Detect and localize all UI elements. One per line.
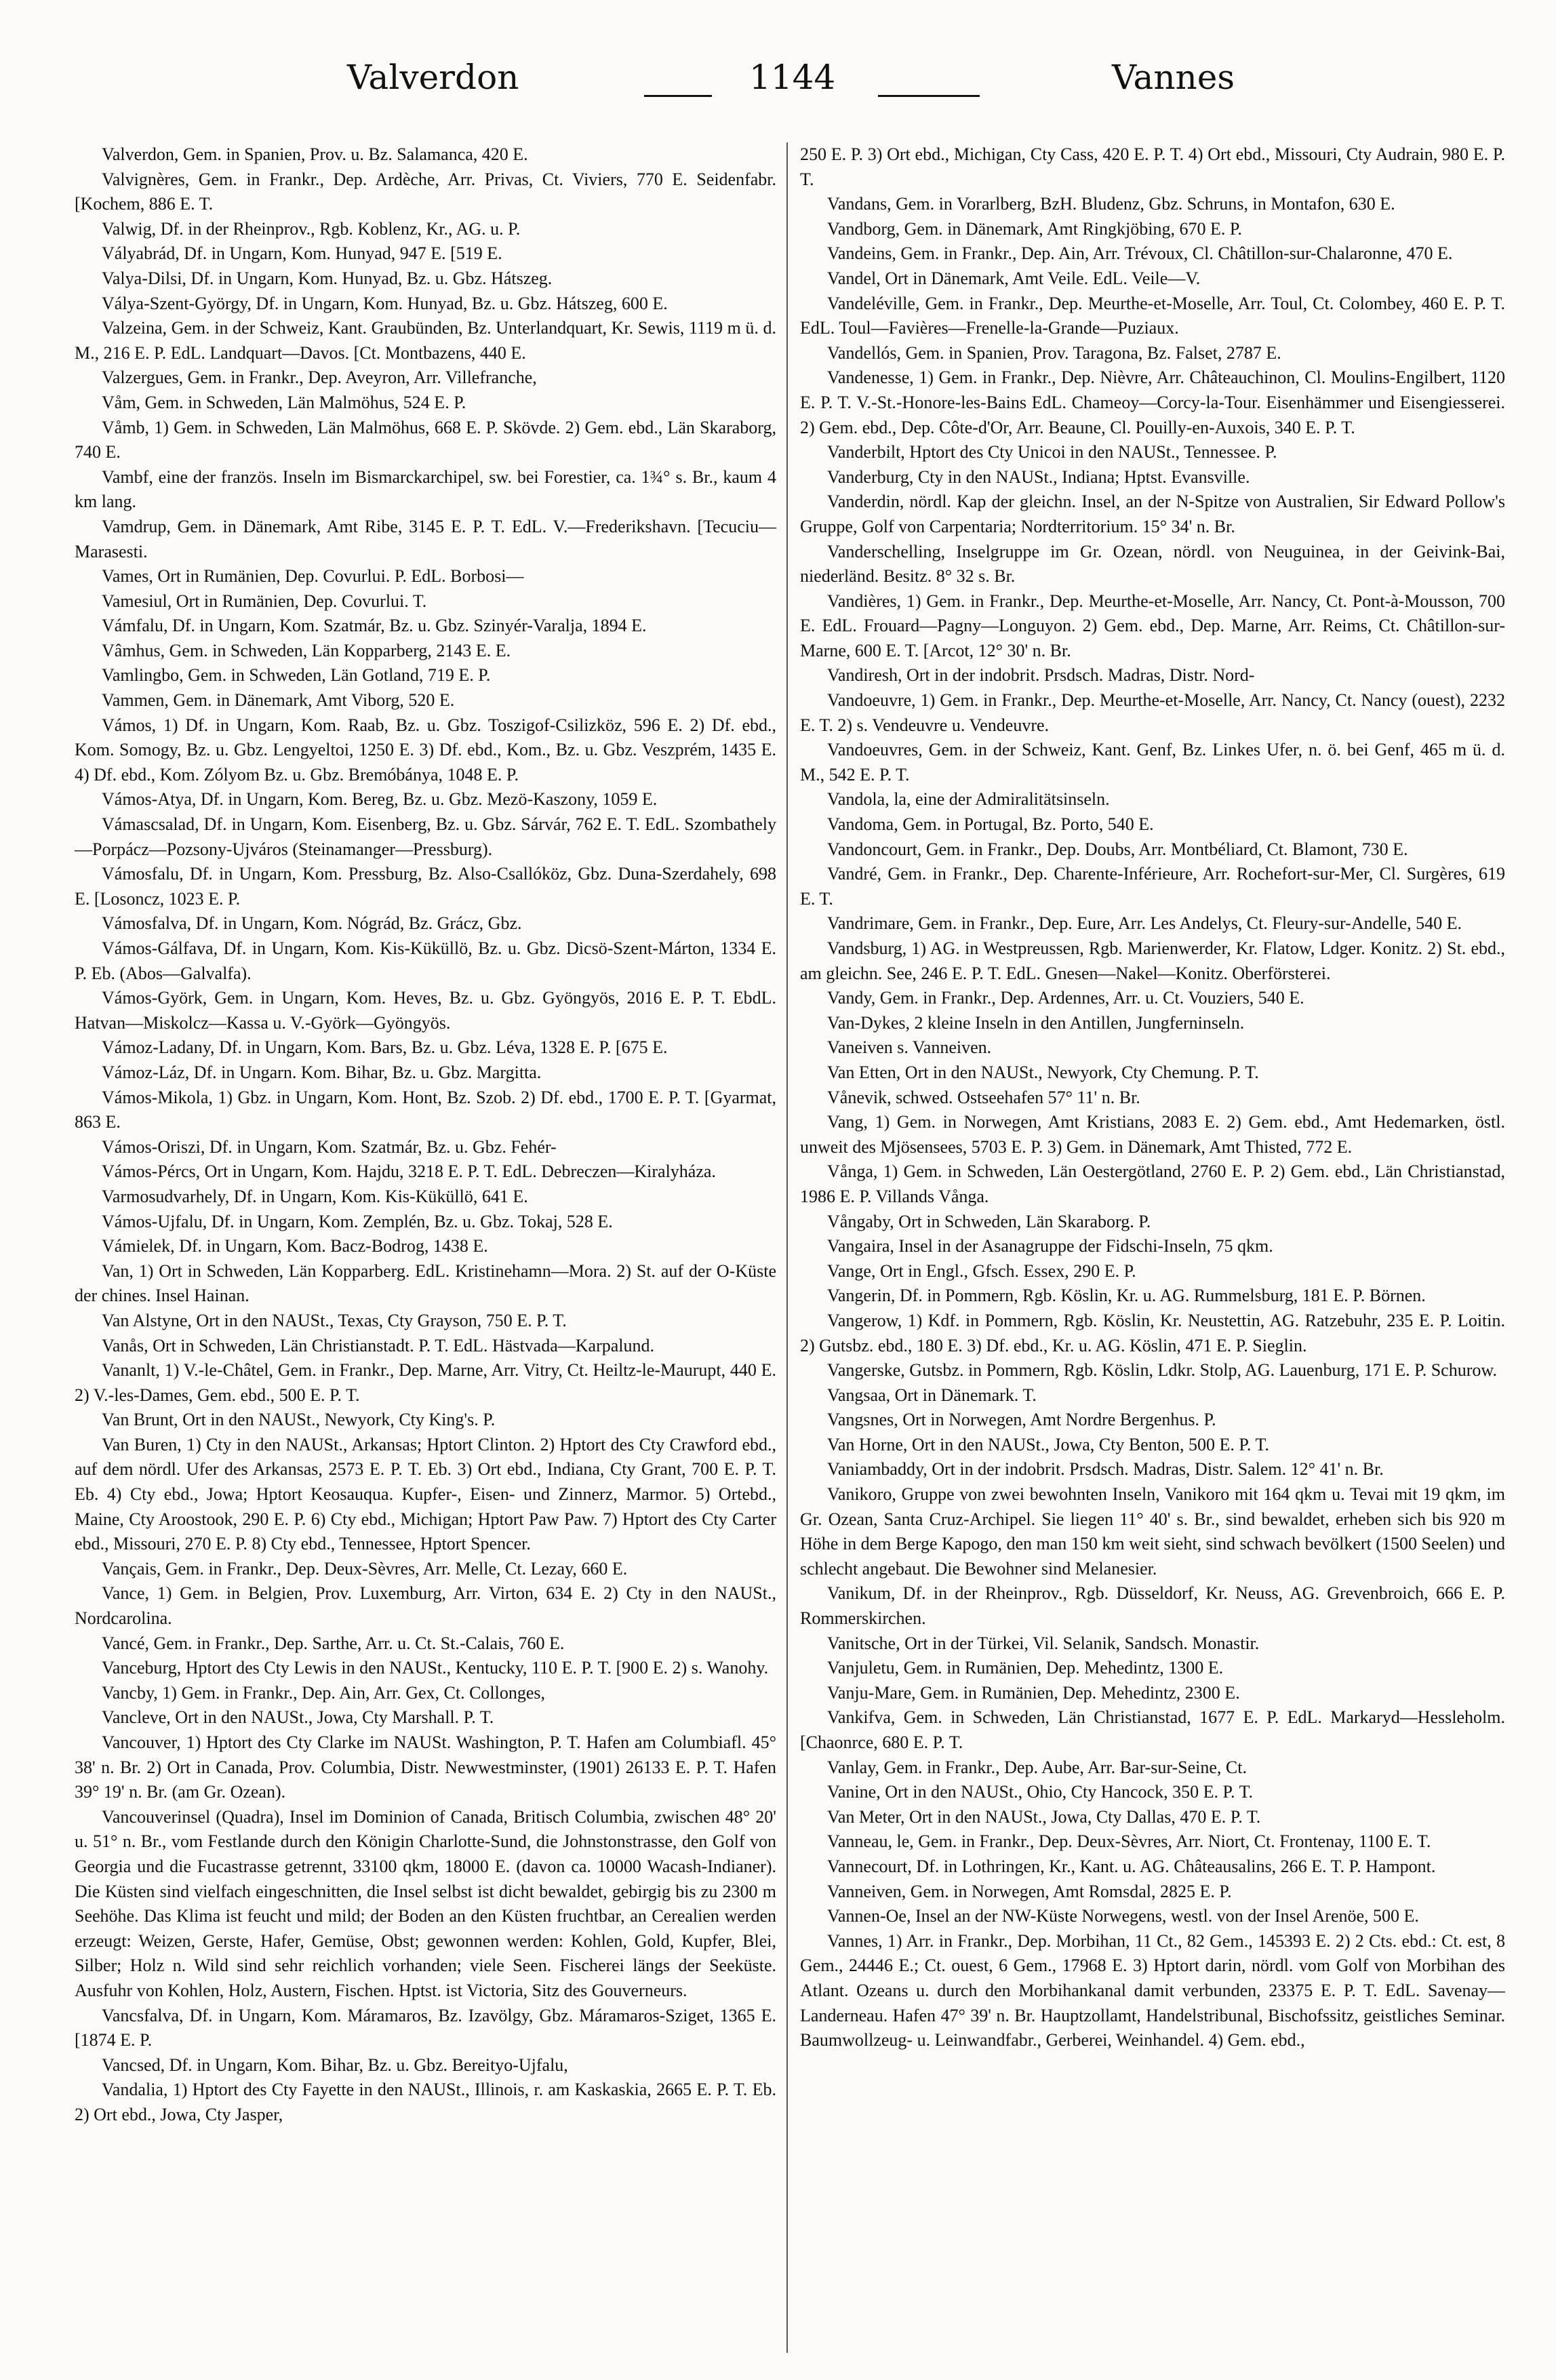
- dictionary-entry: Vanneiven, Gem. in Norwegen, Amt Romsdal, 2825 E. P.: [827, 1881, 1232, 1901]
- dictionary-entry: Vanjuletu, Gem. in Rumänien, Dep. Mehedintz, 1300 E.: [827, 1658, 1224, 1678]
- dictionary-entry: Van, 1) Ort in Schweden, Län Kopparberg. EdL. Kristinehamn—Mora. 2) St. auf der O-Küste der chines. Insel Hainan.: [75, 1261, 776, 1306]
- dictionary-entry: Vanderdin, nördl. Kap der gleichn. Insel, an der N-Spitze von Australien, Sir Edward Pollow's Gruppe, Golf von Carpentaria; Nordterritorium. 15° 34' n. Br.: [800, 492, 1505, 536]
- dictionary-entry: Vangerske, Gutsbz. in Pommern, Rgb. Köslin, Ldkr. Stolp, AG. Lauenburg, 171 E. P. Schurow.: [827, 1360, 1497, 1381]
- dictionary-entry: Vandenesse, 1) Gem. in Frankr., Dep. Nièvre, Arr. Châteauchinon, Cl. Moulins-Engilbert, 1120 E. P. T. V.-St.-Honore-les-Bains EdL. Chameoy—Corcy-la-Tour. Eisenhämmer und Eisengiesserei. 2) Gem. ebd., Dep. Côte-d'Or, Arr. Beaune, Cl. Pouilly-en-Auxois, 340 E. P. T.: [800, 368, 1505, 437]
- dictionary-entry: Vancouverinsel (Quadra), Insel im Dominion of Canada, Britisch Columbia, zwischen 48° 20' u. 51° n. Br., vom Festlande durch den Königin Charlotte-Sund, die Johnstonstrasse, den Golf von Georgia und die Fucastrasse getrennt, 33100 qkm, 18000 E. (davon ca. 10000 Wacash-Indianer). Die Küsten sind vielfach eingeschnitten, die Insel selbst ist dicht bewaldet, gebirgig bis zu 2300 m Seehöhe. Das Klima ist feucht und mild; der Boden an den Küsten fruchtbar, an Cerealien werden erzeugt: Weizen, Gerste, Hafer, Gemüse, Obst; gewonnen werden: Kohlen, Gold, Kupfer, Blei, Silber; Holz n. Wild sind sehr reichlich vorhanden; viele Seen. Fischerei längs der Seeküste. Ausfuhr von Kohlen, Holz, Austern, Fischen. Hptst. ist Victoria, Sitz des Gouverneurs.: [75, 1806, 776, 2000]
- dictionary-entry: Vandeléville, Gem. in Frankr., Dep. Meurthe-et-Moselle, Arr. Toul, Ct. Colombey, 460 E. P. T. EdL. Toul—Favières—Frenelle-la-Grande—Puziaux.: [800, 293, 1505, 338]
- dictionary-entry: Vámosfalva, Df. in Ungarn, Kom. Nógrád, Bz. Grácz, Gbz.: [102, 913, 522, 934]
- dictionary-entry: Vámos-Gálfava, Df. in Ungarn, Kom. Kis-Küküllö, Bz. u. Gbz. Dicsö-Szent-Márton, 1334 E. P. Eb. (Abos—Galvalfa).: [75, 938, 776, 983]
- dictionary-entry: Van Meter, Ort in den NAUSt., Jowa, Cty Dallas, 470 E. P. T.: [827, 1806, 1261, 1827]
- dictionary-entry: Vannen-Oe, Insel an der NW-Küste Norwegens, westl. von der Insel Arenöe, 500 E.: [827, 1906, 1419, 1926]
- dictionary-entry: Vangerin, Df. in Pommern, Rgb. Köslin, Kr. u. AG. Rummelsburg, 181 E. P. Börnen.: [827, 1286, 1426, 1306]
- dictionary-entry: Vandrimare, Gem. in Frankr., Dep. Eure, Arr. Les Andelys, Ct. Fleury-sur-Andelle, 540 E.: [827, 913, 1462, 934]
- dictionary-entry: Vanceburg, Hptort des Cty Lewis in den NAUSt., Kentucky, 110 E. P. T. [900 E. 2) s. Wanohy.: [102, 1658, 769, 1678]
- dictionary-entry: Vandalia, 1) Hptort des Cty Fayette in den NAUSt., Illinois, r. am Kaskaskia, 2665 E. P. T. Eb. 2) Ort ebd., Jowa, Cty Jasper,: [75, 2080, 776, 2124]
- dictionary-entry: Vámfalu, Df. in Ungarn, Kom. Szatmár, Bz. u. Gbz. Szinyér-Varalja, 1894 E.: [102, 616, 647, 636]
- dictionary-entry: Van Horne, Ort in den NAUSt., Jowa, Cty Benton, 500 E. P. T.: [827, 1434, 1269, 1454]
- dictionary-entry: Vananlt, 1) V.-le-Châtel, Gem. in Frankr., Dep. Marne, Arr. Vitry, Ct. Heiltz-le-Maurupt, 440 E. 2) V.-les-Dames, Gem. ebd., 500 E. P. T.: [75, 1360, 776, 1405]
- dictionary-entry: Vámos-Atya, Df. in Ungarn, Kom. Bereg, Bz. u. Gbz. Mezö-Kaszony, 1059 E.: [102, 789, 658, 810]
- dictionary-entry: Vang, 1) Gem. in Norwegen, Amt Kristians, 2083 E. 2) Gem. ebd., Amt Hedemarken, östl. unweit des Mjösensees, 5703 E. P. 3) Gem. in Dänemark, Amt Thisted, 772 E.: [800, 1112, 1505, 1157]
- dictionary-entry: Vandellós, Gem. in Spanien, Prov. Taragona, Bz. Falset, 2787 E.: [827, 342, 1281, 363]
- dictionary-entry: Vangaira, Insel in der Asanagruppe der Fidschi-Inseln, 75 qkm.: [827, 1236, 1273, 1256]
- dictionary-entry: Vånga, 1) Gem. in Schweden, Län Oestergötland, 2760 E. P. 2) Gem. ebd., Län Christianstad, 1986 E. P. Villands Vånga.: [800, 1162, 1505, 1206]
- dictionary-entry: Vámos-Györk, Gem. in Ungarn, Kom. Heves, Bz. u. Gbz. Gyöngyös, 2016 E. P. T. EbdL. Hatvan—Miskolcz—Kassa u. V.-Györk—Gyöngyös.: [75, 988, 776, 1033]
- dictionary-entry: Vancby, 1) Gem. in Frankr., Dep. Ain, Arr. Gex, Ct. Collonges,: [102, 1682, 546, 1703]
- dictionary-entry: Vanderburg, Cty in den NAUSt., Indiana; Hptst. Evansville.: [827, 467, 1250, 487]
- dictionary-entry: Vandières, 1) Gem. in Frankr., Dep. Meurthe-et-Moselle, Arr. Nancy, Ct. Pont-à-Mousson, 700 E. EdL. Frouard—Pagny—Longuyon. 2) Gem. ebd., Dep. Marne, Arr. Reims, Ct. Châtillon-sur-Marne, 600 E. T. [Arcot, 12° 30' n. Br.: [800, 591, 1505, 660]
- dictionary-entry: Van Alstyne, Ort in den NAUSt., Texas, Cty Grayson, 750 E. P. T.: [102, 1310, 567, 1330]
- dictionary-entry: Vamlingbo, Gem. in Schweden, Län Gotland, 719 E. P.: [102, 665, 491, 686]
- dictionary-entry: Vandsburg, 1) AG. in Westpreussen, Rgb. Marienwerder, Kr. Flatow, Ldger. Konitz. 2) St. ebd., am gleichn. See, 246 E. P. T. EdL. Gnesen—Nakel—Konitz. Oberförsterei.: [800, 938, 1505, 983]
- dictionary-entry: Vandré, Gem. in Frankr., Dep. Charente-Inférieure, Arr. Rochefort-sur-Mer, Cl. Surgères, 619 E. T.: [800, 864, 1505, 909]
- page-number: 1144: [749, 58, 836, 97]
- dictionary-entry: Varmosudvarhely, Df. in Ungarn, Kom. Kis-Küküllö, 641 E.: [102, 1186, 528, 1206]
- dictionary-entry: Vankifva, Gem. in Schweden, Län Christianstad, 1677 E. P. EdL. Markaryd—Hessleholm. [Chaonrce, 680 E. P. T.: [800, 1707, 1505, 1752]
- header-dash-left: [644, 95, 712, 97]
- dictionary-entry: Vannecourt, Df. in Lothringen, Kr., Kant. u. AG. Châteausalins, 266 E. T. P. Hampont.: [827, 1856, 1436, 1876]
- dictionary-entry: Vámos-Pércs, Ort in Ungarn, Kom. Hajdu, 3218 E. P. T. EdL. Debreczen—Kiralyháza.: [102, 1162, 716, 1182]
- left-column: [75, 142, 776, 2360]
- dictionary-entry: Vandoma, Gem. in Portugal, Bz. Porto, 540 E.: [827, 814, 1154, 835]
- dictionary-entry: Vånevik, schwed. Ostseehafen 57° 11' n. Br.: [827, 1087, 1140, 1107]
- dictionary-entry: Vandoeuvre, 1) Gem. in Frankr., Dep. Meurthe-et-Moselle, Arr. Nancy, Ct. Nancy (ouest), 2232 E. T. 2) s. Vendeuvre u. Vendeuvre.: [800, 690, 1505, 735]
- dictionary-entry: Valverdon, Gem. in Spanien, Prov. u. Bz. Salamanca, 420 E.: [102, 144, 528, 164]
- dictionary-entry: Vancé, Gem. in Frankr., Dep. Sarthe, Arr. u. Ct. St.-Calais, 760 E.: [102, 1633, 565, 1653]
- dictionary-entry: Van-Dykes, 2 kleine Inseln in den Antillen, Jungferninseln.: [827, 1012, 1245, 1033]
- dictionary-entry: Vandoncourt, Gem. in Frankr., Dep. Doubs, Arr. Montbéliard, Ct. Blamont, 730 E.: [827, 839, 1408, 859]
- dictionary-entry: Vambf, eine der französ. Inseln im Bismarckarchipel, sw. bei Forestier, ca. 1¾° s. Br., kaum 4 km lang.: [75, 467, 776, 512]
- dictionary-entry: Vámosfalu, Df. in Ungarn, Kom. Pressburg, Bz. Also-Csallóköz, Gbz. Duna-Szerdahely, 698 E. [Losoncz, 1023 E. P.: [75, 864, 776, 909]
- column-divider: [786, 142, 788, 2353]
- dictionary-entry: Vámos, 1) Df. in Ungarn, Kom. Raab, Bz. u. Gbz. Toszigof-Csilizköz, 596 E. 2) Df. ebd., Kom. Somogy, Bz. u. Gbz. Lengyeltoi, 1250 E. 3) Df. ebd., Kom., Bz. u. Gbz. Veszprém, 1435 E. 4) Df. ebd., Kom. Zólyom Bz. u. Gbz. Bremóbánya, 1048 E. P.: [75, 715, 776, 785]
- dictionary-entry: Vanlay, Gem. in Frankr., Dep. Aube, Arr. Bar-sur-Seine, Ct.: [827, 1757, 1247, 1777]
- dictionary-entry: Vandiresh, Ort in der indobrit. Prsdsch. Madras, Distr. Nord-: [827, 665, 1255, 686]
- right-column: [800, 142, 1505, 2360]
- dictionary-entry: Valya-Dilsi, Df. in Ungarn, Kom. Hunyad, Bz. u. Gbz. Hátszeg.: [102, 268, 553, 288]
- dictionary-entry: Vaniambaddy, Ort in der indobrit. Prsdsch. Madras, Distr. Salem. 12° 41' n. Br.: [827, 1459, 1384, 1480]
- dictionary-entry: Valwig, Df. in der Rheinprov., Rgb. Koblenz, Kr., AG. u. P.: [102, 218, 521, 239]
- dictionary-entry: Vanikum, Df. in der Rheinprov., Rgb. Düsseldorf, Kr. Neuss, AG. Grevenbroich, 666 E. P. Rommerskirchen.: [800, 1583, 1505, 1629]
- dictionary-entry: Van Brunt, Ort in den NAUSt., Newyork, Cty King's. P.: [102, 1410, 496, 1430]
- dictionary-entry: Vangsnes, Ort in Norwegen, Amt Nordre Bergenhus. P.: [827, 1410, 1216, 1430]
- dictionary-entry: Vaneiven s. Vanneiven.: [827, 1037, 992, 1058]
- dictionary-entry: 250 E. P. 3) Ort ebd., Michigan, Cty Cass, 420 E. P. T. 4) Ort ebd., Missouri, Cty Audrain, 980 E. P. T.: [800, 144, 1505, 189]
- dictionary-entry: Van Buren, 1) Cty in den NAUSt., Arkansas; Hptort Clinton. 2) Hptort des Cty Crawford ebd., auf dem nördl. Ufer des Arkansas, 2573 E. P. T. Eb. 3) Ort ebd., Indiana, Cty Grant, 700 E. P. T. Eb. 4) Cty ebd., Jowa; Hptort Keosauqua. Kupfer-, Eisen- und Zinnerz, Marmor. 5) Ortebd., Maine, Cty Aroostook, 290 E. P. 6) Cty ebd., Michigan; Hptort Paw Paw. 7) Hptort des Cty Carter ebd., Missouri, 270 E. P. 8) Cty ebd., Tennessee, Hptort Spencer.: [75, 1434, 776, 1554]
- dictionary-entry: Vandeins, Gem. in Frankr., Dep. Ain, Arr. Trévoux, Cl. Châtillon-sur-Chalaronne, 470 E.: [827, 243, 1453, 264]
- dictionary-entry: Vámos-Ujfalu, Df. in Ungarn, Kom. Zemplén, Bz. u. Gbz. Tokaj, 528 E.: [102, 1211, 613, 1231]
- dictionary-entry: Vançais, Gem. in Frankr., Dep. Deux-Sèvres, Arr. Melle, Ct. Lezay, 660 E.: [102, 1558, 628, 1579]
- dictionary-entry: Vames, Ort in Rumänien, Dep. Covurlui. P. EdL. Borbosi—: [102, 566, 524, 587]
- dictionary-entry: Vångaby, Ort in Schweden, Län Skaraborg. P.: [827, 1211, 1151, 1231]
- dictionary-entry: Vandel, Ort in Dänemark, Amt Veile. EdL. Veile—V.: [827, 268, 1201, 288]
- dictionary-entry: Vandy, Gem. in Frankr., Dep. Ardennes, Arr. u. Ct. Vouziers, 540 E.: [827, 988, 1304, 1008]
- dictionary-entry: Vandans, Gem. in Vorarlberg, BzH. Bludenz, Gbz. Schruns, in Montafon, 630 E.: [827, 194, 1395, 214]
- dictionary-entry: Vangerow, 1) Kdf. in Pommern, Rgb. Köslin, Kr. Neustettin, AG. Ratzebuhr, 235 E. P. Loitin. 2) Gutsbz. ebd., 180 E. 3) Df. ebd., Kr. u. AG. Köslin, 471 E. P. Sieglin.: [800, 1310, 1505, 1355]
- dictionary-entry: Vammen, Gem. in Dänemark, Amt Viborg, 520 E.: [102, 690, 455, 711]
- dictionary-entry: Vancsfalva, Df. in Ungarn, Kom. Máramaros, Bz. Izavölgy, Gbz. Máramaros-Sziget, 1365 E. [1874 E. P.: [75, 2005, 776, 2050]
- dictionary-entry: Vannes, 1) Arr. in Frankr., Dep. Morbihan, 11 Ct., 82 Gem., 145393 E. 2) 2 Cts. ebd.: Ct. est, 8 Gem., 24446 E.; Ct. ouest, 6 Gem., 17968 E. 3) Hptort darin, nördl. vom Golf von Morbihan des Atlant. Ozeans u. durch den Morbihankanal damit verbunden, 23375 E. P. T. EdL. Savenay—Landerneau. Hafen 47° 39' n. Br. Hauptzollamt, Handelstribunal, Bischofssitz, geistliches Seminar. Baumwollzeug- u. Leinwandfabr., Gerberei, Weinhandel. 4) Gem. ebd.,: [800, 1930, 1505, 2050]
- dictionary-entry: Vámoz-Ladany, Df. in Ungarn, Kom. Bars, Bz. u. Gbz. Léva, 1328 E. P. [675 E.: [102, 1037, 668, 1058]
- dictionary-entry: Vancouver, 1) Hptort des Cty Clarke im NAUSt. Washington, P. T. Hafen am Columbiafl. 45° 38' n. Br. 2) Ort in Canada, Prov. Columbia, Distr. Newwestminster, (1901) 26133 E. P. T. Hafen 39° 19' n. Br. (am Gr. Ozean).: [75, 1732, 776, 1802]
- dictionary-entry: Válya-Szent-György, Df. in Ungarn, Kom. Hunyad, Bz. u. Gbz. Hátszeg, 600 E.: [102, 293, 668, 313]
- dictionary-entry: Valzeina, Gem. in der Schweiz, Kant. Graubünden, Bz. Unterlandquart, Kr. Sewis, 1119 m ü. d. M., 216 E. P. EdL. Landquart—Davos. [Ct. Montbazens, 440 E.: [75, 318, 776, 363]
- dictionary-entry: Vanderbilt, Hptort des Cty Unicoi in den NAUSt., Tennessee. P.: [827, 442, 1277, 462]
- dictionary-entry: Vamdrup, Gem. in Dänemark, Amt Ribe, 3145 E. P. T. EdL. V.—Frederikshavn. [Tecuciu—Marasesti.: [75, 516, 776, 561]
- header-dash-right: [878, 95, 980, 97]
- dictionary-entry: Vance, 1) Gem. in Belgien, Prov. Luxemburg, Arr. Virton, 634 E. 2) Cty in den NAUSt., Nordcarolina.: [75, 1583, 776, 1629]
- dictionary-entry: Vâmhus, Gem. in Schweden, Län Kopparberg, 2143 E. E.: [102, 640, 511, 660]
- header-left-keyword: Valverdon: [347, 58, 519, 97]
- dictionary-entry: Valzergues, Gem. in Frankr., Dep. Aveyron, Arr. Villefranche,: [102, 368, 537, 388]
- dictionary-entry: Vanju-Mare, Gem. in Rumänien, Dep. Mehedintz, 2300 E.: [827, 1682, 1240, 1703]
- dictionary-entry: Vályabrád, Df. in Ungarn, Kom. Hunyad, 947 E. [519 E.: [102, 243, 502, 264]
- dictionary-entry: Vancleve, Ort in den NAUSt., Jowa, Cty Marshall. P. T.: [102, 1707, 494, 1728]
- dictionary-entry: Vancsed, Df. in Ungarn, Kom. Bihar, Bz. u. Gbz. Bereityo-Ujfalu,: [102, 2055, 568, 2075]
- page-header: [0, 58, 1556, 132]
- dictionary-entry: Vámascsalad, Df. in Ungarn, Kom. Eisenberg, Bz. u. Gbz. Sárvár, 762 E. T. EdL. Szombathely—Porpácz—Pozsony-Ujváros (Steinamanger—Pressburg).: [75, 814, 776, 859]
- dictionary-entry: Van Etten, Ort in den NAUSt., Newyork, Cty Chemung. P. T.: [827, 1062, 1259, 1082]
- dictionary-entry: Vamesiul, Ort in Rumänien, Dep. Covurlui. T.: [102, 591, 427, 611]
- dictionary-entry: Vange, Ort in Engl., Gfsch. Essex, 290 E. P.: [827, 1261, 1136, 1281]
- dictionary-entry: Vámielek, Df. in Ungarn, Kom. Bacz-Bodrog, 1438 E.: [102, 1236, 488, 1256]
- dictionary-entry: Vandoeuvres, Gem. in der Schweiz, Kant. Genf, Bz. Linkes Ufer, n. ö. bei Genf, 465 m ü. d. M., 542 E. P. T.: [800, 740, 1505, 785]
- dictionary-entry: Vandborg, Gem. in Dänemark, Amt Ringkjöbing, 670 E. P.: [827, 218, 1242, 239]
- dictionary-entry: Vámos-Mikola, 1) Gbz. in Ungarn, Kom. Hont, Bz. Szob. 2) Df. ebd., 1700 E. P. T. [Gyarmat, 863 E.: [75, 1087, 776, 1132]
- dictionary-entry: Våmb, 1) Gem. in Schweden, Län Malmöhus, 668 E. P. Skövde. 2) Gem. ebd., Län Skaraborg, 740 E.: [75, 417, 776, 462]
- dictionary-entry: Våm, Gem. in Schweden, Län Malmöhus, 524 E. P.: [102, 392, 466, 412]
- dictionary-entry: Vanitsche, Ort in der Türkei, Vil. Selanik, Sandsch. Monastir.: [827, 1633, 1260, 1653]
- dictionary-entry: Valvignères, Gem. in Frankr., Dep. Ardèche, Arr. Privas, Ct. Viviers, 770 E. Seidenfabr. [Kochem, 886 E. T.: [75, 169, 776, 214]
- dictionary-entry: Vanneau, le, Gem. in Frankr., Dep. Deux-Sèvres, Arr. Niort, Ct. Frontenay, 1100 E. T.: [827, 1831, 1431, 1852]
- dictionary-entry: Vanine, Ort in den NAUSt., Ohio, Cty Hancock, 350 E. P. T.: [827, 1782, 1254, 1802]
- dictionary-entry: Vangsaa, Ort in Dänemark. T.: [827, 1385, 1037, 1405]
- dictionary-entry: Vanikoro, Gruppe von zwei bewohnten Inseln, Vanikoro mit 164 qkm u. Tevai mit 19 qkm, im Gr. Ozean, Santa Cruz-Archipel. Sie liegen 11° 40' s. Br., sind bewaldet, erheben sich bis 920 m Höhe in dem Berge Kapogo, den man 150 km weit sieht, sind schwach bevölkert (1500 Seelen) und schlecht angebaut. Die Bewohner sind Melanesier.: [800, 1484, 1505, 1579]
- dictionary-entry: Vámos-Oriszi, Df. in Ungarn, Kom. Szatmár, Bz. u. Gbz. Fehér-: [102, 1136, 557, 1157]
- dictionary-entry: Vandola, la, eine der Admiralitätsinseln.: [827, 789, 1110, 810]
- dictionary-entry: Vanås, Ort in Schweden, Län Christianstadt. P. T. EdL. Hästvada—Karpalund.: [102, 1335, 654, 1355]
- dictionary-entry: Vámoz-Láz, Df. in Ungarn. Kom. Bihar, Bz. u. Gbz. Margitta.: [102, 1062, 542, 1082]
- dictionary-entry: Vanderschelling, Inselgruppe im Gr. Ozean, nördl. von Neuguinea, in der Geivink-Bai, niederländ. Besitz. 8° 32 s. Br.: [800, 541, 1505, 587]
- header-right-keyword: Vannes: [1112, 58, 1235, 97]
